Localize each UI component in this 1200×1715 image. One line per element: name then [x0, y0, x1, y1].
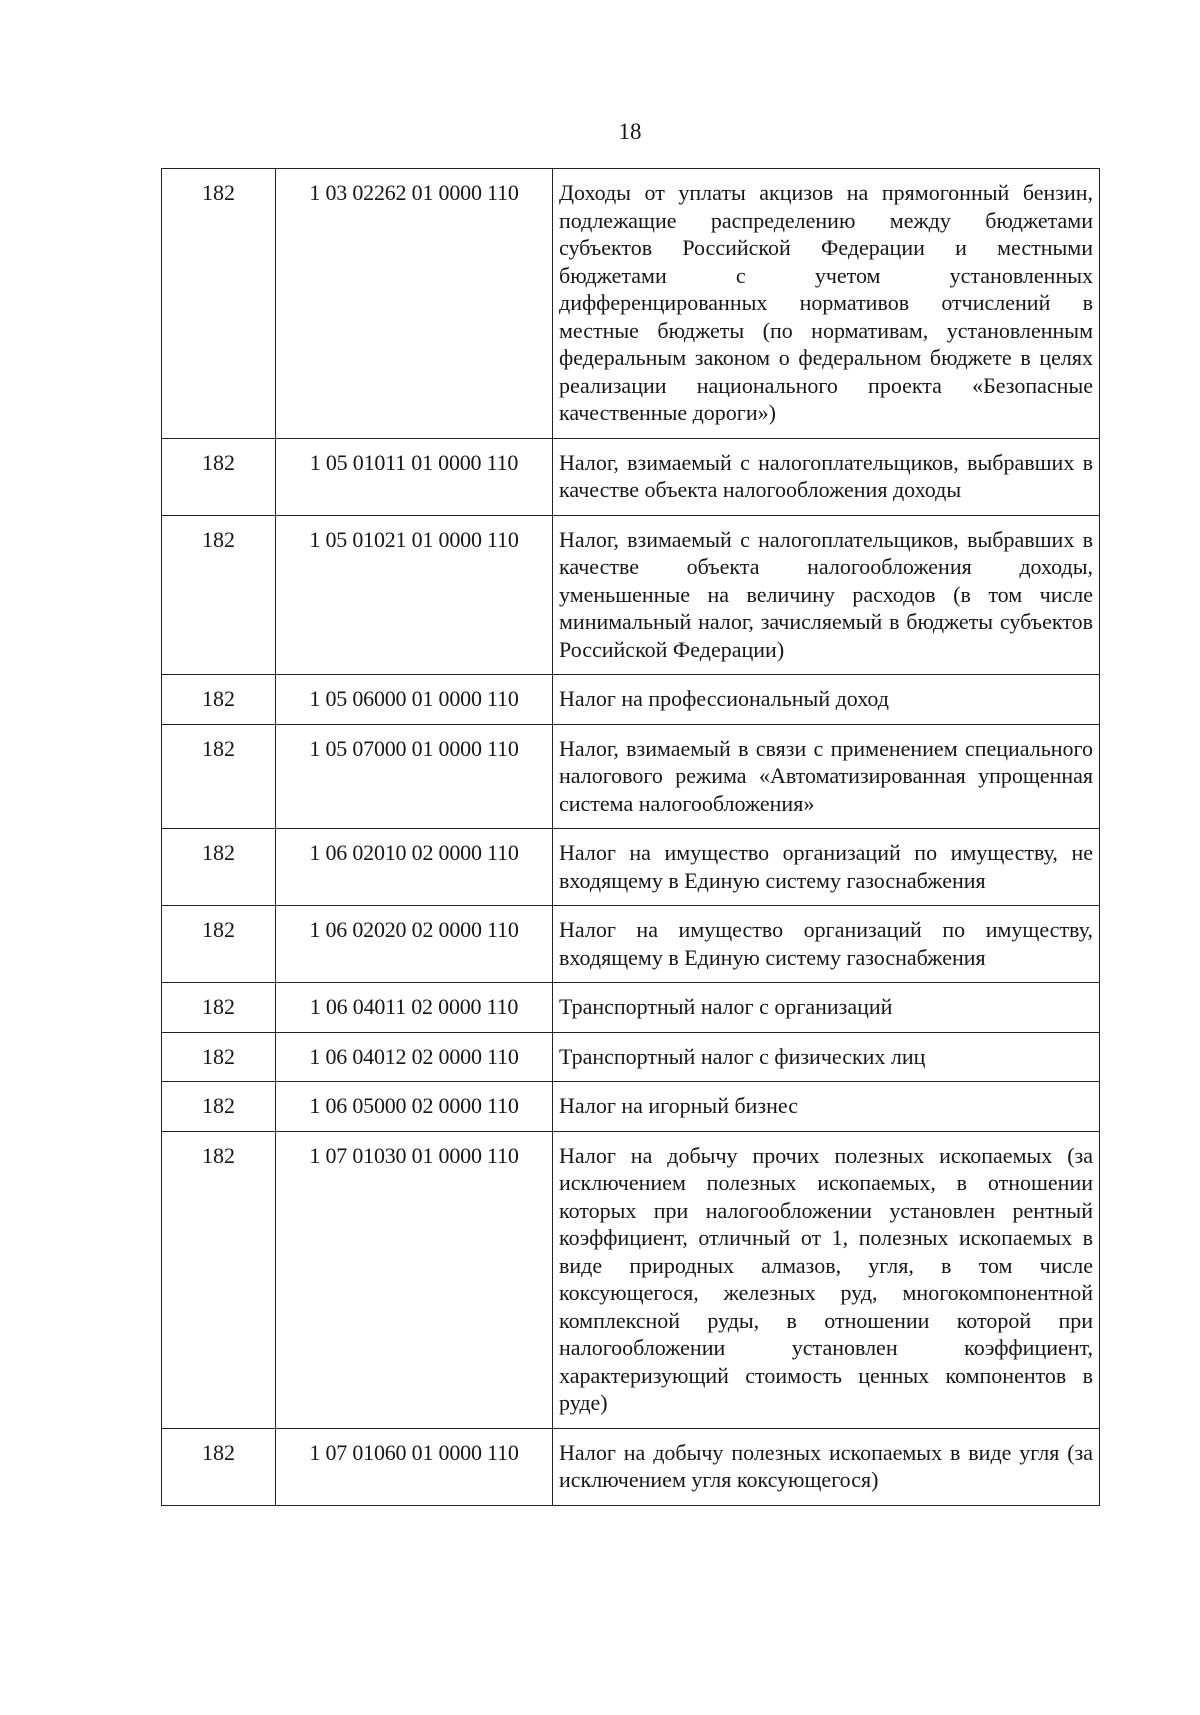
income-name-cell: Транспортный налог с организаций: [553, 983, 1100, 1033]
admin-code-cell: 182: [162, 1428, 276, 1505]
table-row: [162, 515, 1100, 675]
budget-code-cell: 1 06 02020 02 0000 110: [276, 906, 553, 983]
admin-code-cell: 182: [162, 438, 276, 515]
table-row: [162, 438, 1100, 515]
budget-code-cell: 1 07 01060 01 0000 110: [276, 1428, 553, 1505]
table-row: [162, 829, 1100, 906]
budget-code-cell: 1 05 06000 01 0000 110: [276, 675, 553, 725]
budget-code-cell: 1 05 07000 01 0000 110: [276, 724, 553, 829]
budget-codes-table-body: [162, 169, 1100, 1506]
table-row: [162, 675, 1100, 725]
income-name-cell: Налог, взимаемый с налогоплательщиков, выбравших в качестве объекта налогообложения доходы: [553, 438, 1100, 515]
table-row: [162, 906, 1100, 983]
income-name-cell: Налог, взимаемый в связи с применением специального налогового режима «Автоматизированная упрощенная система налогообложения»: [553, 724, 1100, 829]
income-name-cell: Налог на имущество организаций по имуществу, входящему в Единую систему газоснабжения: [553, 906, 1100, 983]
admin-code-cell: 182: [162, 169, 276, 439]
table-row: [162, 1131, 1100, 1428]
budget-code-cell: 1 06 05000 02 0000 110: [276, 1082, 553, 1132]
table-row: [162, 1082, 1100, 1132]
table-row: [162, 169, 1100, 439]
income-name-cell: Налог на игорный бизнес: [553, 1082, 1100, 1132]
income-name-cell: Транспортный налог с физических лиц: [553, 1032, 1100, 1082]
admin-code-cell: 182: [162, 1131, 276, 1428]
admin-code-cell: 182: [162, 515, 276, 675]
admin-code-cell: 182: [162, 1032, 276, 1082]
budget-codes-table: [161, 168, 1100, 1506]
table-row: [162, 1428, 1100, 1505]
income-name-cell: Налог, взимаемый с налогоплательщиков, выбравших в качестве объекта налогообложения доходы, уменьшенные на величину расходов (в том числе минимальный налог, зачисляемый в бюджеты субъектов Российской Федерации): [553, 515, 1100, 675]
admin-code-cell: 182: [162, 829, 276, 906]
admin-code-cell: 182: [162, 724, 276, 829]
page-number: 18: [618, 119, 642, 144]
income-name-cell: Налог на добычу прочих полезных ископаемых (за исключением полезных ископаемых, в отношении которых при налогообложении установлен рентный коэффициент, отличный от 1, полезных ископаемых в виде природных алмазов, угля, в том числе коксующегося, железных руд, многокомпонентной комплексной руды, в отношении которой при налогообложении установлен коэффициент, характеризующий стоимость ценных компонентов в руде): [553, 1131, 1100, 1428]
income-name-cell: Налог на добычу полезных ископаемых в виде угля (за исключением угля коксующегося): [553, 1428, 1100, 1505]
budget-code-cell: 1 07 01030 01 0000 110: [276, 1131, 553, 1428]
table-row: [162, 724, 1100, 829]
budget-code-cell: 1 05 01021 01 0000 110: [276, 515, 553, 675]
budget-code-cell: 1 06 04012 02 0000 110: [276, 1032, 553, 1082]
income-name-cell: Доходы от уплаты акцизов на прямогонный бензин, подлежащие распределению между бюджетами субъектов Российской Федерации и местными бюджетами с учетом установленных дифференцированных нормативов отчислений в местные бюджеты (по нормативам, установленным федеральным законом о федеральном бюджете в целях реализации национального проекта «Безопасные качественные дороги»): [553, 169, 1100, 439]
admin-code-cell: 182: [162, 1082, 276, 1132]
admin-code-cell: 182: [162, 983, 276, 1033]
admin-code-cell: 182: [162, 906, 276, 983]
budget-code-cell: 1 06 02010 02 0000 110: [276, 829, 553, 906]
table-row: [162, 983, 1100, 1033]
budget-code-cell: 1 03 02262 01 0000 110: [276, 169, 553, 439]
income-name-cell: Налог на профессиональный доход: [553, 675, 1100, 725]
admin-code-cell: 182: [162, 675, 276, 725]
table-row: [162, 1032, 1100, 1082]
income-name-cell: Налог на имущество организаций по имуществу, не входящему в Единую систему газоснабжения: [553, 829, 1100, 906]
budget-code-cell: 1 05 01011 01 0000 110: [276, 438, 553, 515]
budget-code-cell: 1 06 04011 02 0000 110: [276, 983, 553, 1033]
